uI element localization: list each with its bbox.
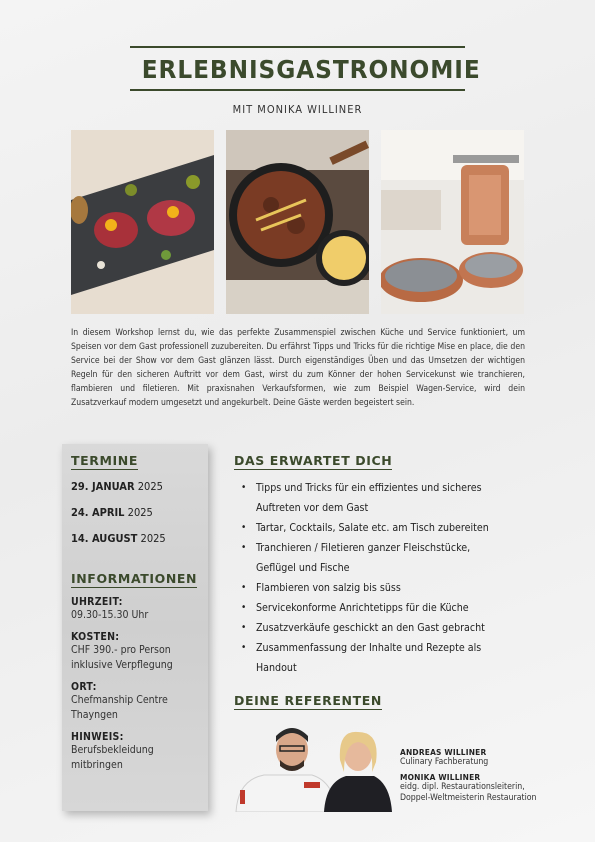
title-box xyxy=(130,46,481,91)
info-sidebar xyxy=(62,444,208,811)
referenten-heading: DEINE REFERENTEN xyxy=(234,693,382,708)
date-year: 2025 xyxy=(137,480,163,493)
expectations-list xyxy=(234,478,534,678)
uhrzeit-block xyxy=(71,596,200,623)
uhrzeit-value: 09.30-15.30 Uhr xyxy=(71,609,149,621)
date-item xyxy=(71,480,200,506)
list-item-continuation: Handout xyxy=(256,662,297,674)
list-item: • Zusammenfassung der Inhalte und Rezepte als xyxy=(234,638,534,658)
referenten-section xyxy=(234,690,382,710)
date-day: 29. JANUAR xyxy=(71,480,135,493)
intro-text: In diesem Workshop lernst du, wie das perfekte Zusammenspiel zwischen Küche und Service funktioniert, um Speisen vor dem Gast professionell zuzubereiten. Du erfährst Tipps und Tricks für die richtige Mise en place, die den Service bei der Show vor dem Gast glänzen lässt. Durch eigenständiges Üben und das Umsetzen der wichtigen Regeln für den sicheren Auftritt vor dem Gast, wirst du zum Könner der hohen Servicekunst wie tranchieren, flambieren und filetieren. Mit praxisnahen Verkaufsformen, wie zum Beispiel Wagen-Service, wird dein Zusatzverkauf modern umgesetzt und angekurbelt. Deine Gäste werden begeistert sein. xyxy=(71,328,525,408)
termine-heading: TERMINE xyxy=(71,453,138,468)
list-item-continuation: Auftreten vor dem Gast xyxy=(256,502,369,514)
list-item: • Tipps und Tricks für ein effizientes und sicheres xyxy=(234,478,534,498)
speaker-2-role-2: Doppel-Weltmeisterin Restauration xyxy=(400,793,537,803)
bullet-icon: • xyxy=(241,602,247,613)
list-item: • Servicekonforme Anrichtetipps für die Küche xyxy=(234,598,534,618)
kosten-value-1: CHF 390.- pro Person xyxy=(71,644,171,656)
bullet-icon: • xyxy=(241,642,247,653)
page-subtitle: MIT MONIKA WILLINER xyxy=(232,103,363,116)
speakers-photo xyxy=(234,720,394,812)
list-item: • Zusatzverkäufe geschickt an den Gast gebracht xyxy=(234,618,534,638)
kosten-block xyxy=(71,631,200,673)
list-item: • Tranchieren / Filetieren ganzer Fleischstücke, xyxy=(234,538,534,558)
list-item: • Tartar, Cocktails, Salate etc. am Tisch zubereiten xyxy=(234,518,534,538)
ort-block xyxy=(71,681,200,723)
speakers-info xyxy=(400,747,570,804)
date-year: 2025 xyxy=(140,532,166,545)
page-title: ERLEBNISGASTRONOMIE xyxy=(141,55,481,84)
list-item-continuation: Geflügel und Fische xyxy=(256,562,350,574)
informationen-heading: INFORMATIONEN xyxy=(71,571,198,586)
dates-list xyxy=(71,480,200,558)
list-item: • Flambieren von salzig bis süss xyxy=(234,578,534,598)
hinweis-label: HINWEIS: xyxy=(71,731,124,743)
date-item xyxy=(71,532,200,558)
kosten-value-2: inklusive Verpflegung xyxy=(71,659,173,671)
hinweis-value-1: Berufsbekleidung xyxy=(71,744,154,756)
bullet-icon: • xyxy=(241,582,247,593)
date-item xyxy=(71,506,200,532)
speaker-2-role-1: eidg. dipl. Restaurationsleiterin, xyxy=(400,782,525,792)
expectations-section xyxy=(234,450,534,678)
photo-tartare xyxy=(71,130,214,314)
bullet-icon: • xyxy=(241,542,247,553)
speaker-1-name: ANDREAS WILLINER xyxy=(400,747,487,757)
uhrzeit-label: UHRZEIT: xyxy=(71,596,123,608)
hinweis-block xyxy=(71,731,200,773)
speaker-1-role: Culinary Fachberatung xyxy=(400,757,489,767)
date-year: 2025 xyxy=(127,506,153,519)
hinweis-value-2: mitbringen xyxy=(71,759,123,771)
photo-pan-dish xyxy=(226,130,369,314)
bullet-icon: • xyxy=(241,522,247,533)
ort-label: ORT: xyxy=(71,681,97,693)
date-day: 14. AUGUST xyxy=(71,532,138,545)
speaker-2-name: MONIKA WILLINER xyxy=(400,772,481,782)
date-day: 24. APRIL xyxy=(71,506,125,519)
bullet-icon: • xyxy=(241,622,247,633)
ort-value-1: Chefmanship Centre xyxy=(71,694,168,706)
kosten-label: KOSTEN: xyxy=(71,631,120,643)
erwartet-heading: DAS ERWARTET DICH xyxy=(234,453,393,468)
ort-value-2: Thayngen xyxy=(71,709,118,721)
photo-copper-pans xyxy=(381,130,524,314)
bullet-icon: • xyxy=(241,482,247,493)
